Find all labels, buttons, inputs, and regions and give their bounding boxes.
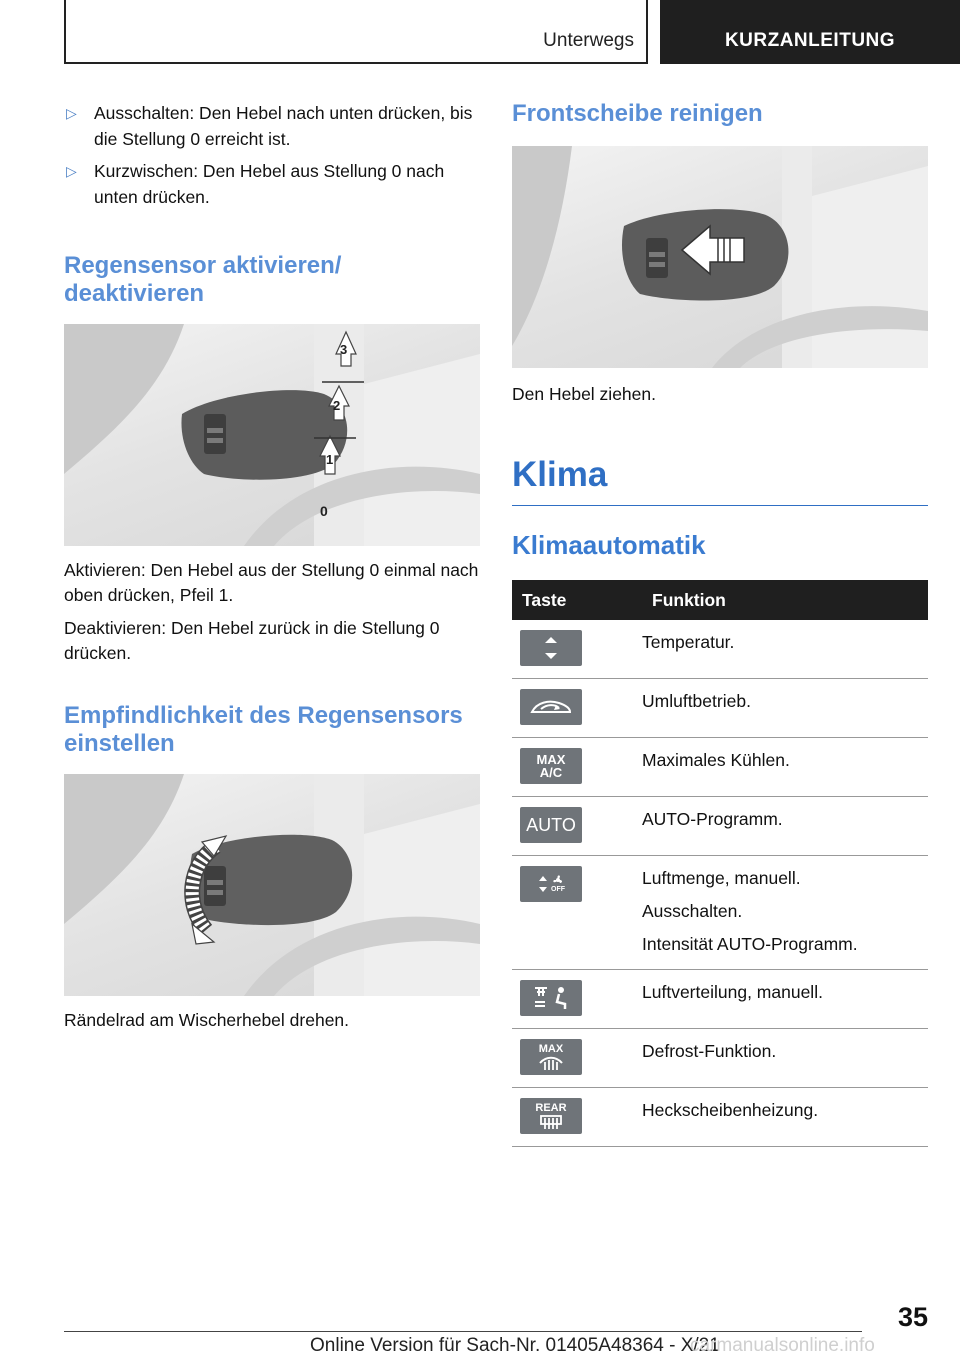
chapter-title-klima: Klima [512, 455, 928, 506]
table-row [512, 1088, 928, 1147]
sensitivity-text: Rändelrad am Wischerhebel drehen. [64, 1010, 350, 1030]
header-chapter-tab: KURZANLEITUNG [660, 0, 960, 64]
function-text: Temperatur. [642, 632, 735, 652]
temperature-arrows-icon [520, 630, 582, 666]
function-text: Intensität AUTO-Programm. [642, 934, 858, 954]
heading-rain-sensor: Regensensor aktivieren/ deaktivieren [64, 252, 342, 307]
table-row [512, 797, 928, 856]
bullet-text: Ausschalten: Den Hebel nach unten drücken, bis die Stellung 0 erreicht ist. [94, 103, 473, 149]
bullet-item [64, 158, 480, 210]
figure-label-1: 1 [326, 452, 334, 467]
bullet-item [64, 100, 480, 152]
function-text: Heckscheibenheizung. [642, 1100, 819, 1120]
footer-watermark: carmanualsonline.info [690, 1335, 875, 1356]
column-header-key: Taste [512, 580, 642, 620]
right-column [512, 100, 928, 1147]
fan-off-icon: OFF [520, 866, 582, 902]
footer-online-version: Online Version für Sach-Nr. 01405A48364 - X/21 [310, 1335, 720, 1356]
max-defrost-icon: MAX [520, 1039, 582, 1075]
header-section-label: Unterwegs [543, 30, 634, 51]
left-column [64, 100, 480, 1033]
figure-windscreen-wash [512, 146, 928, 368]
figure-label-2: 2 [333, 398, 341, 413]
table-row [512, 679, 928, 738]
activate-text: Aktivieren: Den Hebel aus der Stellung 0 einmal nach oben drücken, Pfeil 1. [64, 560, 479, 605]
windscreen-text: Den Hebel ziehen. [512, 384, 656, 404]
air-distribution-icon [520, 980, 582, 1016]
heading-sensitivity: Empfindlichkeit des Regensensors einstellen [64, 702, 463, 757]
climate-keys-table [512, 580, 928, 1147]
bullet-triangle-icon: ▷ [66, 105, 77, 121]
deactivate-text: Deaktivieren: Den Hebel zurück in die Stellung 0 drücken. [64, 618, 440, 663]
table-row [512, 738, 928, 797]
header-section-box [64, 0, 648, 64]
heading-windscreen: Frontscheibe reinigen [512, 100, 763, 127]
figure-label-3: 3 [340, 342, 348, 357]
table-row [512, 1029, 928, 1088]
heading-klimaautomatik: Klimaautomatik [512, 530, 706, 560]
page-number: 35 [897, 1302, 928, 1332]
figure-thumbwheel [64, 774, 480, 996]
function-text: Umluftbetrieb. [642, 691, 751, 711]
function-text: Luftverteilung, manuell. [642, 982, 823, 1002]
table-row [512, 856, 928, 970]
wiper-lever-illustration [64, 324, 480, 546]
footer-rule [64, 1331, 862, 1332]
table-row [512, 620, 928, 679]
figure-label-0: 0 [320, 503, 328, 519]
table-header-row [512, 580, 928, 620]
rear-defrost-icon: REAR [520, 1098, 582, 1134]
bullet-triangle-icon: ▷ [66, 163, 77, 179]
lever-pull-illustration [512, 146, 928, 368]
function-text: Luftmenge, manuell. [642, 868, 801, 888]
auto-icon: AUTO [520, 807, 582, 843]
function-text: AUTO-Programm. [642, 809, 783, 829]
figure-rain-sensor [64, 324, 480, 546]
max-ac-icon: MAX A/C [520, 748, 582, 784]
thumbwheel-illustration [64, 774, 480, 996]
recirculation-car-icon [520, 689, 582, 725]
bullet-text: Kurzwischen: Den Hebel aus Stellung 0 nach unten drücken. [94, 161, 445, 207]
function-text: Defrost-Funktion. [642, 1041, 777, 1061]
table-row [512, 970, 928, 1029]
function-text: Ausschalten. [642, 901, 743, 921]
function-text: Maximales Kühlen. [642, 750, 790, 770]
column-header-function: Funktion [642, 580, 928, 620]
